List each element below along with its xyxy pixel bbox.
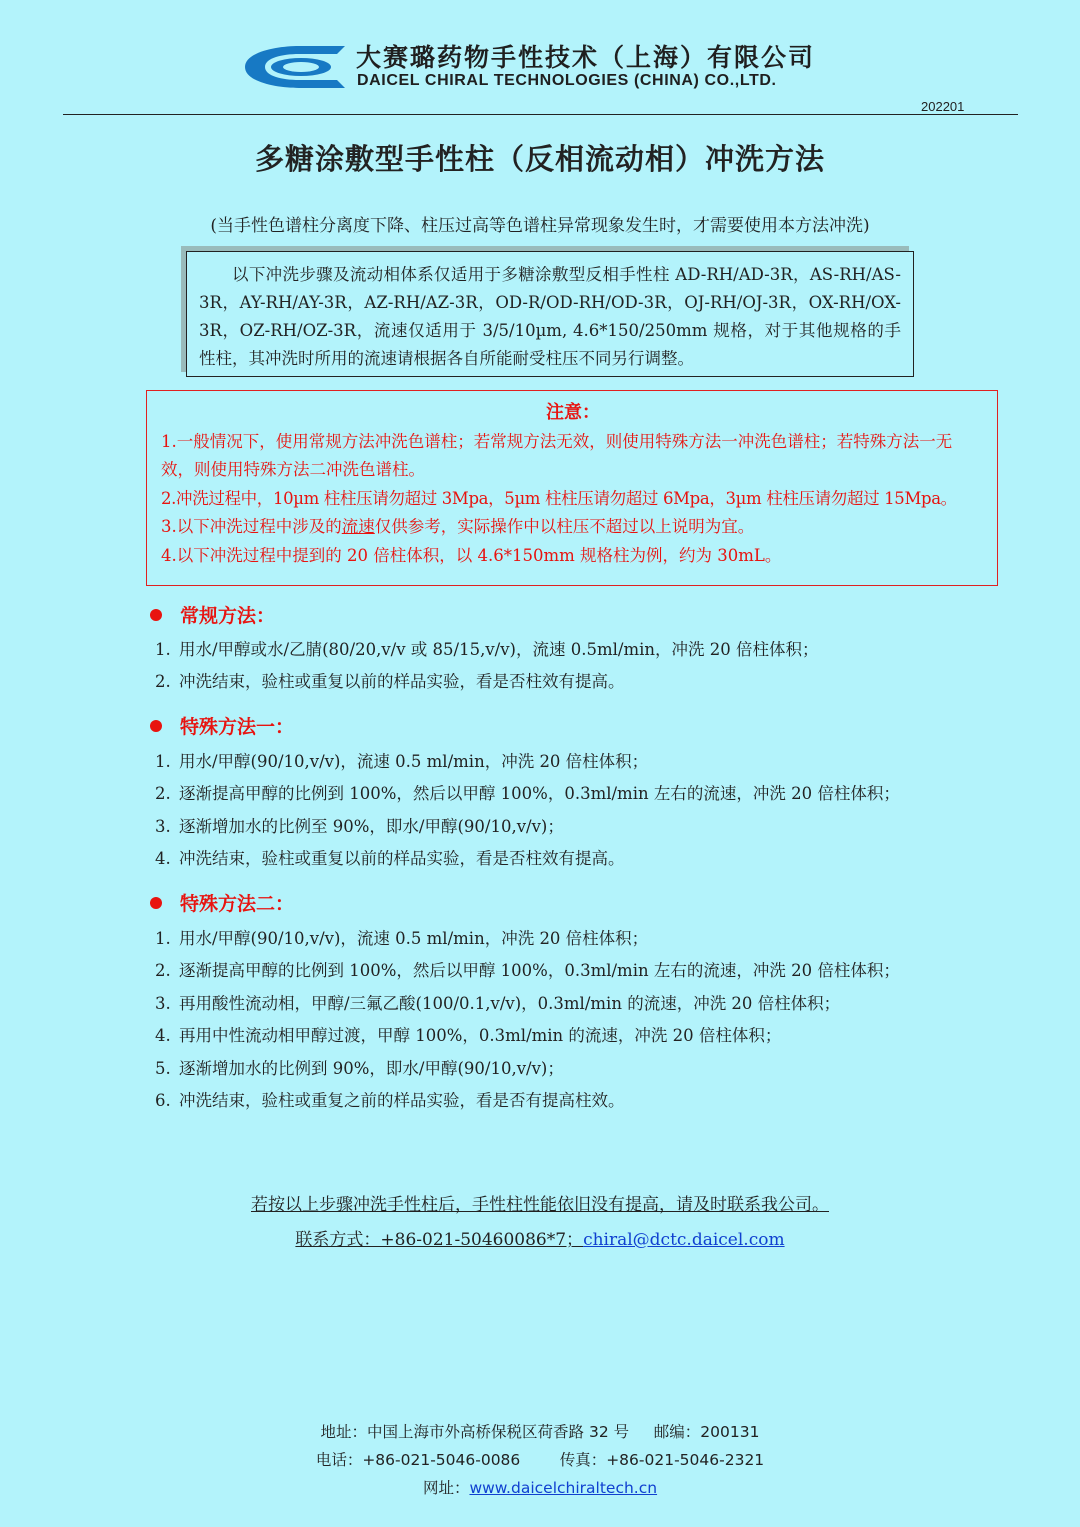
list-item — [155, 1087, 625, 1111]
notice-box — [146, 390, 998, 586]
scope-text: 以下冲洗步骤及流动相体系仅适用于多糖涂敷型反相手性柱 AD-RH/AD-3R，AS-RH/AS-3R，AY-RH/AY-3R，AZ-RH/AZ-3R，OD-R/OD-RH/OD-3R，OJ-RH/OJ-3R，OX-RH/OX-3R，OZ-RH/OZ-3R，流速仅适用于 3/5/10µm, 4.6*150/250mm 规格，对于其他规格的手性柱，其冲洗时所用的流速请根据各自所能耐受柱压不同另行调整。 — [199, 265, 901, 368]
step-number: 2. — [155, 961, 171, 980]
closing-text: 若按以上步骤冲洗手性柱后，手性柱性能依旧没有提高，请及时联系我公司。 — [251, 1195, 829, 1215]
section-title: 特殊方法一： — [180, 716, 295, 738]
footer-address: 地址：中国上海市外高桥保税区荷香路 32 号 邮编：200131 — [320, 1423, 760, 1441]
company-name-en: DAICEL CHIRAL TECHNOLOGIES (CHINA) CO.,LTD. — [357, 72, 777, 89]
list-item — [155, 990, 840, 1014]
list-item — [155, 1055, 564, 1079]
notice-item-3-underlined: 流速 — [341, 517, 375, 536]
step-text: 逐渐增加水的比例至 90%，即水/甲醇(90/10,v/v)； — [179, 817, 564, 836]
notice-item: 4.以下冲洗过程中提到的 20 倍柱体积，以 4.6*150mm 规格柱为例，约为 30mL。 — [161, 545, 782, 565]
list-item — [155, 925, 648, 949]
daicel-logo-icon — [237, 44, 347, 90]
bullet-icon — [150, 609, 162, 621]
footer-website — [0, 1476, 1080, 1498]
step-number: 2. — [155, 784, 171, 803]
bullet-icon — [150, 897, 162, 909]
step-number: 5. — [155, 1059, 171, 1078]
step-number: 3. — [155, 817, 171, 836]
step-text: 再用中性流动相甲醇过渡，甲醇 100%，0.3ml/min 的流速，冲洗 20 倍柱体积； — [179, 1026, 782, 1045]
notice-item: 1.一般情况下，使用常规方法冲洗色谱柱；若常规方法无效，则使用特殊方法一冲洗色谱柱；若特殊方法一无效，则使用特殊方法二冲洗色谱柱。 — [161, 431, 953, 479]
step-text: 用水/甲醇(90/10,v/v)，流速 0.5 ml/min，冲洗 20 倍柱体积； — [179, 752, 649, 771]
document-code: 202201 — [921, 99, 965, 114]
contact-label: 联系方式：+86-021-50460086*7； — [295, 1230, 584, 1250]
step-text: 逐渐提高甲醇的比例到 100%，然后以甲醇 100%，0.3ml/min 左右的流速，冲洗 20 倍柱体积； — [179, 784, 900, 803]
list-item — [155, 957, 900, 981]
step-text: 冲洗结束，验柱或重复之前的样品实验，看是否有提高柱效。 — [179, 1091, 625, 1110]
list-item — [155, 748, 648, 772]
website-link[interactable]: www.daicelchiraltech.cn — [469, 1479, 658, 1497]
page-title: 多糖涂敷型手性柱（反相流动相）冲洗方法 — [254, 142, 825, 176]
website-label: 网址： — [422, 1479, 470, 1497]
notice-item-3-suffix: 仅供参考，实际操作中以柱压不超过以上说明为宜。 — [374, 517, 755, 536]
step-text: 冲洗结束，验柱或重复以前的样品实验，看是否柱效有提高。 — [179, 672, 625, 691]
list-item — [155, 1022, 781, 1046]
header-divider — [63, 114, 1018, 115]
step-number: 3. — [155, 994, 171, 1013]
step-text: 用水/甲醇(90/10,v/v)，流速 0.5 ml/min，冲洗 20 倍柱体积； — [179, 929, 649, 948]
contact-line — [0, 1225, 1080, 1250]
notice-item — [161, 513, 985, 542]
notice-item: 2.冲洗过程中，10µm 柱柱压请勿超过 3Mpa，5µm 柱柱压请勿超过 6Mpa，3µm 柱柱压请勿超过 15Mpa。 — [161, 488, 957, 508]
step-number: 1. — [155, 752, 171, 771]
step-number: 2. — [155, 672, 171, 691]
closing-note — [0, 1190, 1080, 1215]
section-heading-special-1 — [150, 712, 294, 739]
section-title: 特殊方法二： — [180, 893, 295, 915]
list-item — [155, 668, 625, 692]
scope-box — [186, 251, 914, 377]
step-text: 逐渐提高甲醇的比例到 100%，然后以甲醇 100%，0.3ml/min 左右的流速，冲洗 20 倍柱体积； — [179, 961, 900, 980]
step-number: 4. — [155, 1026, 171, 1045]
bullet-icon — [150, 720, 162, 732]
section-title: 常规方法： — [180, 605, 276, 627]
step-text: 冲洗结束，验柱或重复以前的样品实验，看是否柱效有提高。 — [179, 849, 625, 868]
step-text: 逐渐增加水的比例到 90%，即水/甲醇(90/10,v/v)； — [179, 1059, 564, 1078]
page-subtitle: (当手性色谱柱分离度下降、柱压过高等色谱柱异常现象发生时，才需要使用本方法冲洗) — [210, 216, 870, 236]
list-item — [155, 780, 900, 804]
step-text: 再用酸性流动相，甲醇/三氟乙酸(100/0.1,v/v)，0.3ml/min 的流速，冲洗 20 倍柱体积； — [179, 994, 841, 1013]
step-number: 4. — [155, 849, 171, 868]
step-number: 1. — [155, 640, 171, 659]
step-number: 1. — [155, 929, 171, 948]
list-item — [155, 636, 818, 660]
notice-item-3-prefix: 3.以下冲洗过程中涉及的 — [161, 517, 342, 536]
footer-phone: 电话：+86-021-5046-0086 传真：+86-021-5046-2321 — [315, 1451, 765, 1469]
section-heading-special-2 — [150, 889, 294, 916]
list-item — [155, 845, 625, 869]
section-heading-regular — [150, 601, 275, 628]
list-item — [155, 813, 564, 837]
email-link[interactable]: chiral@dctc.daicel.com — [583, 1230, 785, 1250]
step-text: 用水/甲醇或水/乙腈(80/20,v/v 或 85/15,v/v)，流速 0.5ml/min，冲洗 20 倍柱体积； — [179, 640, 819, 659]
step-number: 6. — [155, 1091, 171, 1110]
notice-title: 注意： — [546, 402, 600, 423]
company-name-cn: 大赛璐药物手性技术（上海）有限公司 — [356, 43, 816, 72]
